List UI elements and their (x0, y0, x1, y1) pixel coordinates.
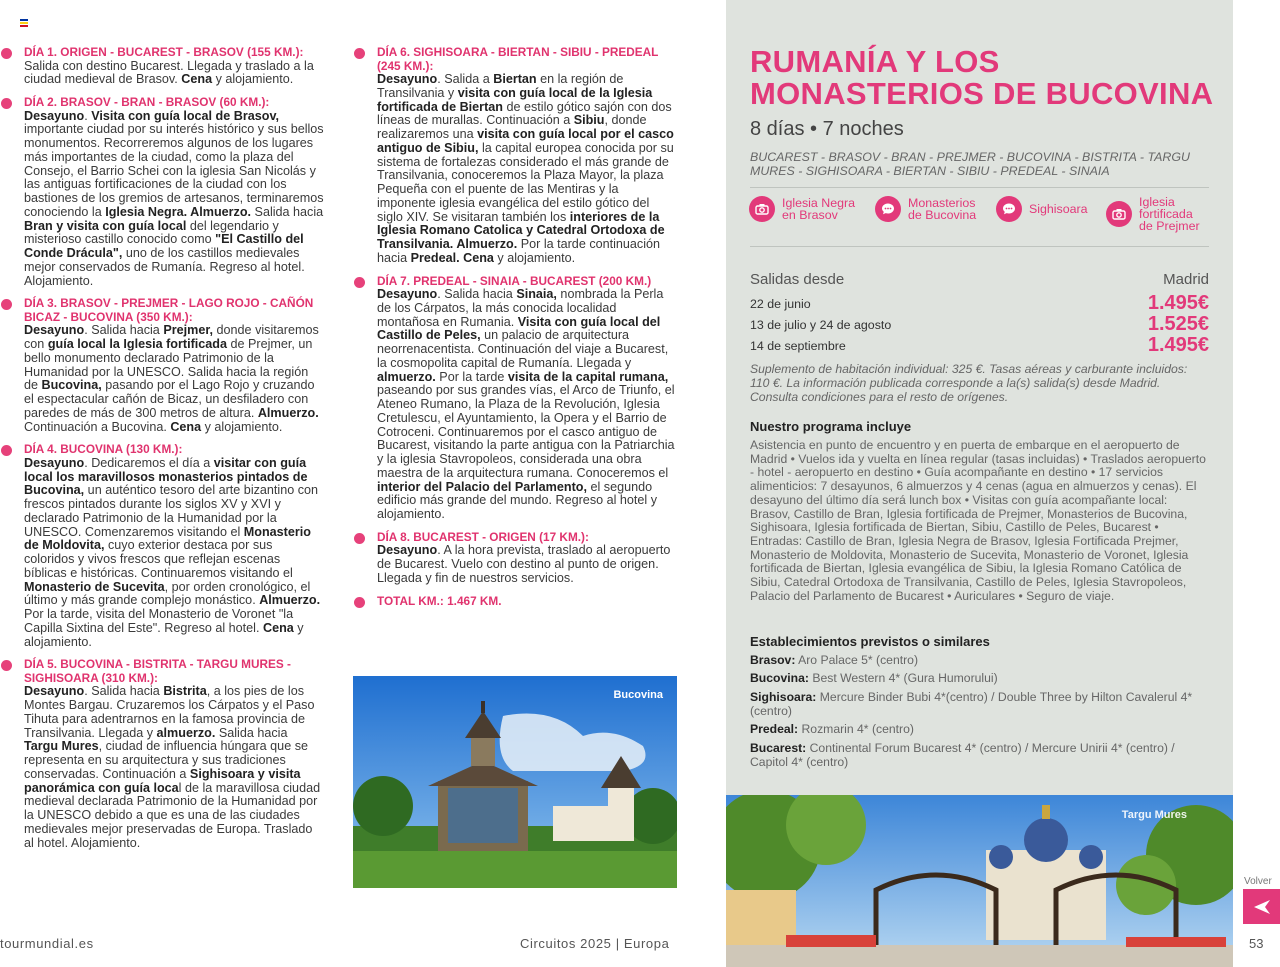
day-3 (24, 297, 324, 434)
day-title: DÍA 3. BRASOV - PREJMER - LAGO ROJO - CAÑÓN BICAZ - BUCOVINA (350 KM.): (24, 296, 314, 324)
highlight-label: Iglesia Negra en Brasov (782, 196, 856, 222)
bullet-icon (1, 299, 12, 310)
hotel-city: Brasov: (750, 653, 796, 667)
back-arrow-icon (1252, 897, 1272, 917)
back-button[interactable] (1243, 889, 1280, 924)
hotel-names: Mercure Binder Bubi 4*(centro) / Double Three by Hilton Cavalerul 4* (centro) (750, 690, 1193, 718)
hotel-item (750, 654, 1206, 668)
chat-icon (875, 196, 901, 222)
hotel-city: Sighisoara: (750, 690, 817, 704)
day-text: Desayuno. Salida hacia Sinaia, nombrada la Perla de los Cárpatos, la más conocida localidad montañosa en Rumania. Visita con guía local del Castillo de Peles, un palacio de arquitectura neorrenacentista. Continuación del viaje a Bucarest, la cosmopolita capital de Rumanía. Llegada y almuerzo. Por la tarde visita de la capital rumana, paseando por sus grandes vías, el Arco de Triunfo, el Ateneo Rumano, la Plaza de la Revolución, Iglesia Cretulescu, el Ayuntamiento, la Opera y el Barrio de Cotroceni. Continuaremos por el casco antiguo de Bucarest, visitando la parte antigua con la Patriarchia y la iglesia Stavropoleos, considerada una obra maestra de la arquitectura rumana. Conoceremos el interior del Palacio del Parlamento, el segundo edificio más grande del mundo. Regreso al hotel y alojamiento. (377, 287, 675, 521)
photo-caption: Bucovina (613, 689, 663, 701)
tour-route: BUCAREST - BRASOV - BRAN - PREJMER - BUCOVINA - BISTRITA - TARGU MURES - SIGHISOARA - BIERTAN - SIBIU - PREDEAL - SINAIA (750, 150, 1190, 178)
hotel-names: Best Western 4* (Gura Humorului) (812, 671, 998, 685)
total-km-label: TOTAL KM.: 1.467 KM. (377, 593, 502, 608)
day-title: DÍA 4. BUCOVINA (130 KM.): (24, 442, 183, 457)
day-4 (24, 443, 324, 649)
day-text: Desayuno. Salida hacia Bistrita, a los pies de los Montes Bargau. Cruzaremos los Cárpatos y el Paso Tihuta para adentrarnos en la famosa provincia de Transilvania. Llegada y almuerzo. Salida hacia Targu Mures, ciudad de influencia húngara que se representa en su arquitectura y sus tradiciones conservadas. Continuación a Sighisoara y visita panorámica con guía local de la maravillosa ciudad medieval declarada Patrimonio de la Humanidad por la UNESCO debido a que es una de las ciudades medievales mejor preservadas de Europa. Traslado al hotel. Alojamiento. (24, 684, 321, 850)
hotel-names: Aro Palace 5* (centro) (798, 653, 919, 667)
departures-label: Salidas desde (750, 271, 845, 288)
hotel-city: Bucarest: (750, 741, 807, 755)
hotel-city: Predeal: (750, 722, 799, 736)
total-km (377, 595, 677, 609)
day-text: Salida con destino Bucarest. Llegada y traslado a la ciudad medieval de Brasov. Cena y alojamiento. (24, 58, 314, 87)
day-title: DÍA 5. BUCOVINA - BISTRITA - TARGU MURES - SIGHISOARA (310 KM.): (24, 657, 291, 685)
day-text: Desayuno. Salida hacia Prejmer, donde visitaremos con guía local la Iglesia fortificada de Prejmer, un bello monumento declarado Patrimonio de la Humanidad por la UNESCO. Salida hacia la región de Bucovina, pasando por el Lago Rojo y cruzando el espectacular cañón de Bicaz, un desfiladero con paredes de más de 300 metros de altura. Almuerzo. Continuación a Bucovina. Cena y alojamiento. (24, 323, 319, 434)
price-row (750, 315, 1209, 335)
bullet-icon (354, 277, 365, 288)
camera-icon (749, 196, 775, 222)
day-6 (377, 46, 677, 266)
price-row (750, 336, 1209, 356)
day-5 (24, 658, 324, 850)
hotel-names: Rozmarin 4* (centro) (801, 722, 914, 736)
highlight-label: Iglesia fortificada de Prejmer (1139, 195, 1200, 233)
departure-date: 22 de junio (750, 297, 811, 311)
day-title: DÍA 2. BRASOV - BRAN - BRASOV (60 KM.): (24, 95, 270, 109)
bucovina-monastery-image (353, 676, 677, 888)
day-text: Desayuno. A la hora prevista, traslado al aeropuerto de Bucarest. Vuelo con destino al punto de origen. Llegada y fin de nuestros servicios. (377, 543, 671, 585)
bullet-icon (1, 48, 12, 59)
itinerary-column-2 (377, 46, 677, 617)
day-title: DÍA 8. BUCAREST - ORIGEN (17 KM.): (377, 529, 589, 544)
departure-date: 14 de septiembre (750, 339, 846, 353)
bullet-icon (1, 445, 12, 456)
origin-label: Madrid (1163, 271, 1209, 288)
hotel-item (750, 742, 1206, 769)
highlight-label: Sighisoara (1029, 202, 1088, 216)
price: 1.525€ (1147, 313, 1209, 335)
page-title: RUMANÍA Y LOS MONASTERIOS DE BUCOVINA (750, 44, 1214, 111)
targu-mures-photo (726, 795, 1233, 967)
includes-heading: Nuestro programa incluye (750, 419, 912, 434)
price-row (750, 294, 1209, 314)
hotels-heading: Establecimientos previstos o similares (750, 634, 990, 649)
highlight-4 (1106, 196, 1209, 232)
highlight-1 (749, 196, 864, 222)
hotel-city: Bucovina: (750, 671, 809, 685)
bucovina-photo (353, 676, 677, 888)
day-2 (24, 96, 324, 288)
day-7 (377, 275, 677, 522)
footer-site[interactable]: tourmundial.es (0, 936, 94, 951)
page-number: 53 (1249, 936, 1264, 951)
hotel-names: Continental Forum Bucarest 4* (centro) / Mercure Unirii 4* (centro) / Capitol 4* (centro) (750, 741, 1175, 769)
supplement-note: Suplemento de habitación individual: 325 €. Tasas aéreas y carburante incluidos: 110 €. La información publicada corresponde a la(s) salida(s) desde Madrid. Consulta condiciones para el resto de orígenes. (750, 362, 1188, 404)
hotel-item (750, 691, 1206, 718)
bullet-icon (354, 533, 365, 544)
price: 1.495€ (1147, 292, 1209, 314)
departure-date: 13 de julio y 24 de agosto (750, 318, 892, 332)
bullet-icon (1, 98, 12, 109)
photo-caption: Targu Mures (1121, 809, 1187, 821)
footer-catalog: Circuitos 2025 | Europa (520, 936, 670, 951)
tour-duration: 8 días • 7 noches (750, 118, 904, 140)
hotel-item (750, 723, 1206, 737)
divider (750, 187, 1209, 188)
divider (750, 246, 1209, 247)
highlight-label: Monasterios de Bucovina (908, 196, 977, 222)
highlight-2 (875, 196, 988, 222)
itinerary-column-1 (24, 46, 324, 859)
camera-icon (1106, 201, 1132, 227)
day-text: Desayuno. Visita con guía local de Brasov, importante ciudad por su interés histórico y sus bellos monumentos. Recorreremos algunos de los lugares más importantes de la ciudad, como la plaza del Consejo, el Barrio Schei con la iglesia San Nicolás y las antiguas fortificaciones de la ciudad con los bastiones de los gremios de artesanos, terminaremos conociendo la Iglesia Negra. Almuerzo. Salida hacia Bran y visita con guía local del legendario y misterioso castillo conocido como "El Castillo del Conde Drácula", uno de los castillos medievales mejor conservados de Rumanía. Regreso al hotel. Alojamiento. (24, 108, 324, 288)
day-title: DÍA 1. ORIGEN - BUCAREST - BRASOV (155 KM.): (24, 45, 304, 59)
chat-icon (996, 196, 1022, 222)
highlight-3 (996, 196, 1099, 222)
price: 1.495€ (1147, 334, 1209, 356)
bullet-icon (354, 597, 365, 608)
back-label: Volver (1244, 876, 1272, 887)
day-text: Desayuno. Salida a Biertan en la región de Transilvania y visita con guía local de la Iglesia fortificada de Biertan de estilo gótico sajón con dos líneas de murallas. Continuación a Sibiu, donde realizaremos una visita con guía local por el casco antiguo de Sibiu, la capital europea conocida por su sistema de fortalezas considerado el más grande de Transilvania, conoceremos la Plaza Mayor, la plaza Pequeña con el puente de las Mentiras y la imponente iglesia evangélica del estilo gótico del siglo XIV. Se visitaran también los interiores de la Iglesia Romano Catolica y Catedral Ortodoxa de Transilvania. Almuerzo. Por la tarde continuación hacia Predeal. Cena y alojamiento. (377, 72, 674, 265)
highlights-row (749, 196, 1211, 236)
day-title: DÍA 6. SIGHISOARA - BIERTAN - SIBIU - PREDEAL (245 KM.): (377, 45, 659, 73)
bullet-icon (1, 660, 12, 671)
includes-text: Asistencia en punto de encuentro y en puerta de embarque en el aeropuerto de Madrid • Vuelos ida y vuelta en línea regular (tasas incluidas) • Traslados aeropuerto - hotel - aeropuerto en destino • Guía acompañante en destino • 17 servicios alimenticios: 7 desayunos, 6 almuerzos y 4 cenas (agua en almuerzos y cenas). El desayuno del último día será lunch box • Visitas con guía acompañante local: Brasov, Castillo de Bran, Iglesia fortificada de Prejmer, Monasterios de Bucovina, Sighisoara, Iglesia fortificada de Biertan, Sibiu, Castillo de Peles, Bucarest • Entradas: Castillo de Bran, Iglesia Negra de Brasov, Iglesia Fortificada Prejmer, Monasterio de Moldovita, Monasterio de Sucevita, Monasterio de Voronet, Iglesia fortificada de Biertan, Iglesia evangélica de Sibiu, la Iglesia Romano Católica de Sibiu, Catedral Ortodoxa de Transilvania, Castillo de Peles, Iglesia Stavropoleos, Palacio del Parlamento de Bucarest • Auriculares • Seguro de viaje. (750, 438, 1206, 603)
day-1 (24, 46, 324, 87)
romania-flag-icon (20, 19, 28, 27)
hotel-item (750, 672, 1206, 686)
bullet-icon (354, 48, 365, 59)
day-text: Desayuno. Dedicaremos el día a visitar con guía local los maravillosos monasterios pintados de Bucovina, un auténtico tesoro del arte bizantino con frescos pintados durante los siglos XV y XVI y declarado Patrimonio de la Humanidad por la UNESCO. Comenzaremos visitando el Monasterio de Moldovita, cuyo exterior destaca por sus coloridos y vivos frescos que reflejan escenas bíblicas e históricas. Continuaremos visitando el Monasterio de Sucevita, por orden cronológico, el último y más grande complejo monástico. Almuerzo. Por la tarde, visita del Monasterio de Voronet "la Capilla Sixtina del Este". Regreso al hotel. Cena y alojamiento. (24, 455, 321, 649)
day-8 (377, 531, 677, 586)
day-title: DÍA 7. PREDEAL - SINAIA - BUCAREST (200 KM.) (377, 273, 652, 288)
